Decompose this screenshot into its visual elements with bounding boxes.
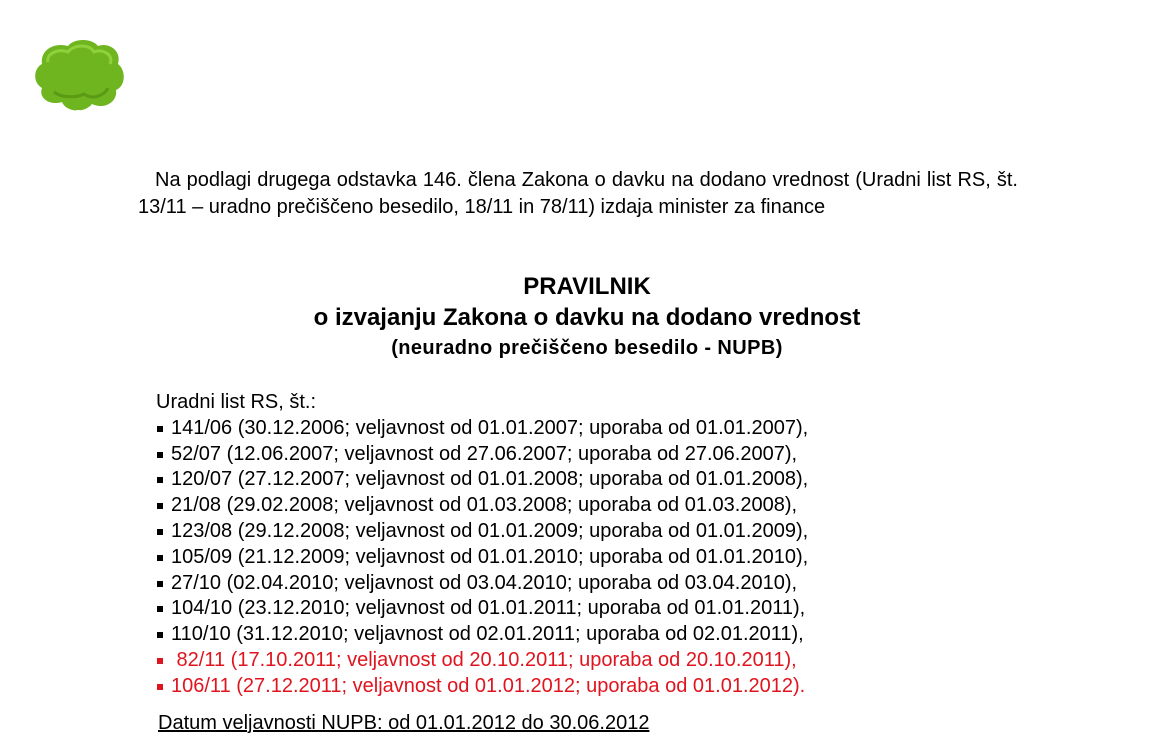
gazette-item-text: 123/08 (29.12.2008; veljavnost od 01.01.2009; uporaba od 01.01.2009), bbox=[171, 519, 809, 542]
gazette-list-item bbox=[156, 519, 1056, 545]
bullet-icon bbox=[157, 529, 163, 535]
gazette-item-text: 52/07 (12.06.2007; veljavnost od 27.06.2007; uporaba od 27.06.2007), bbox=[171, 442, 798, 465]
bullet-icon bbox=[157, 658, 163, 664]
document-subtitle: o izvajanju Zakona o davku na dodano vrednost bbox=[313, 304, 861, 331]
validity-date: Datum veljavnosti NUPB: od 01.01.2012 do 30.06.2012 bbox=[158, 712, 650, 734]
gazette-heading: Uradni list RS, št.: bbox=[156, 391, 317, 413]
bullet-icon bbox=[157, 684, 163, 690]
gazette-list-item bbox=[156, 596, 1056, 622]
gazette-item-text: 82/11 (17.10.2011; veljavnost od 20.10.2011; uporaba od 20.10.2011), bbox=[171, 648, 797, 671]
gazette-item-text: 141/06 (30.12.2006; veljavnost od 01.01.2007; uporaba od 01.01.2007), bbox=[171, 416, 809, 439]
ddvpoznavalec-logo[interactable] bbox=[32, 36, 148, 120]
gazette-item-text: 110/10 (31.12.2010; veljavnost od 02.01.2011; uporaba od 02.01.2011), bbox=[171, 623, 804, 646]
gazette-item-text: 106/11 (27.12.2011; veljavnost od 01.01.2012; uporaba od 01.01.2012). bbox=[171, 674, 806, 697]
bullet-icon bbox=[157, 477, 163, 483]
gazette-item-text: 21/08 (29.02.2008; veljavnost od 01.03.2008; uporaba od 01.03.2008), bbox=[171, 494, 798, 517]
bullet-icon bbox=[157, 555, 163, 561]
logo-text: DDVpoznavalec.si bbox=[69, 108, 148, 120]
intro-paragraph: Na podlagi drugega odstavka 146. člena Zakona o davku na dodano vrednost (Uradni list RS, št. 13/11 – uradno prečiščeno besedilo, 18/11 in 78/11) izdaja minister za finance bbox=[138, 169, 1018, 218]
gazette-item-text: 120/07 (27.12.2007; veljavnost od 01.01.2008; uporaba od 01.01.2008), bbox=[171, 468, 809, 491]
gazette-list-item bbox=[156, 416, 1056, 442]
document-title-block bbox=[138, 272, 1036, 362]
gazette-list-item-highlighted bbox=[156, 648, 1056, 674]
gazette-item-text: 104/10 (23.12.2010; veljavnost od 01.01.2011; uporaba od 01.01.2011), bbox=[171, 597, 806, 620]
gazette-list-item bbox=[156, 571, 1056, 597]
gazette-item-text: 27/10 (02.04.2010; veljavnost od 03.04.2010; uporaba od 03.04.2010), bbox=[171, 571, 798, 594]
bullet-icon bbox=[157, 503, 163, 509]
logo-leaf-icon bbox=[32, 36, 128, 114]
gazette-list-item-highlighted bbox=[156, 674, 1056, 700]
gazette-list-item bbox=[156, 545, 1056, 571]
bullet-icon bbox=[157, 452, 163, 458]
document-note: (neuradno prečiščeno besedilo - NUPB) bbox=[391, 337, 783, 359]
document-title: PRAVILNIK bbox=[523, 273, 651, 300]
gazette-list-item bbox=[156, 493, 1056, 519]
gazette-item-text: 105/09 (21.12.2009; veljavnost od 01.01.2010; uporaba od 01.01.2010), bbox=[171, 545, 809, 568]
bullet-icon bbox=[157, 606, 163, 612]
bullet-icon bbox=[157, 632, 163, 638]
gazette-list-item bbox=[156, 467, 1056, 493]
gazette-section bbox=[156, 390, 1056, 700]
gazette-list-item bbox=[156, 622, 1056, 648]
bullet-icon bbox=[157, 581, 163, 587]
gazette-list bbox=[156, 416, 1056, 700]
bullet-icon bbox=[157, 426, 163, 432]
gazette-list-item bbox=[156, 442, 1056, 468]
